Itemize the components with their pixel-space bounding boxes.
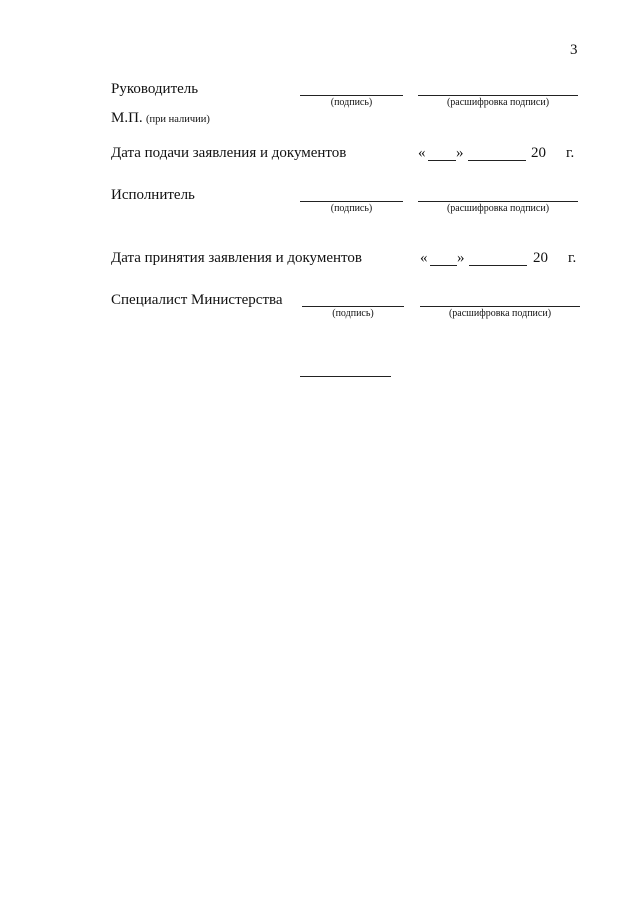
head-signature-line[interactable] — [300, 95, 403, 96]
submit-open-quote: « — [418, 145, 426, 161]
ministry-specialist-label: Специалист Министерства — [111, 292, 283, 308]
head-label: Руководитель — [111, 81, 199, 97]
accept-year-suffix: г. — [568, 250, 577, 266]
executor-sign-caption: (подпись) — [330, 203, 373, 214]
ministry-sign-caption: (подпись) — [332, 308, 374, 319]
stamp-label: М.П. — [111, 110, 143, 126]
submit-day-line[interactable] — [428, 160, 456, 161]
executor-signature-line[interactable] — [300, 201, 403, 202]
accept-close-quote: » — [457, 250, 465, 266]
head-sign-caption: (подпись) — [330, 97, 373, 108]
submit-year-blank[interactable] — [548, 160, 558, 161]
submit-date-label: Дата подачи заявления и документов — [111, 145, 347, 161]
executor-decode-line[interactable] — [418, 201, 578, 202]
stamp-note: (при наличии) — [146, 114, 210, 125]
accept-day-line[interactable] — [430, 265, 457, 266]
ministry-signature-line[interactable] — [302, 306, 404, 307]
ministry-decode-line[interactable] — [420, 306, 580, 307]
page-number: 3 — [570, 42, 578, 58]
accept-date-label: Дата принятия заявления и документов — [111, 250, 362, 266]
submit-year-suffix: г. — [566, 145, 575, 161]
submit-month-line[interactable] — [468, 160, 526, 161]
accept-open-quote: « — [420, 250, 428, 266]
accept-month-line[interactable] — [469, 265, 527, 266]
head-decode-caption: (расшифровка подписи) — [446, 97, 550, 108]
ministry-decode-caption: (расшифровка подписи) — [448, 308, 552, 319]
submit-year-prefix: 20 — [531, 145, 546, 161]
executor-decode-caption: (расшифровка подписи) — [446, 203, 550, 214]
executor-label: Исполнитель — [111, 187, 195, 203]
end-separator — [300, 376, 391, 377]
head-decode-line[interactable] — [418, 95, 578, 96]
accept-year-prefix: 20 — [533, 250, 548, 266]
submit-close-quote: » — [456, 145, 464, 161]
